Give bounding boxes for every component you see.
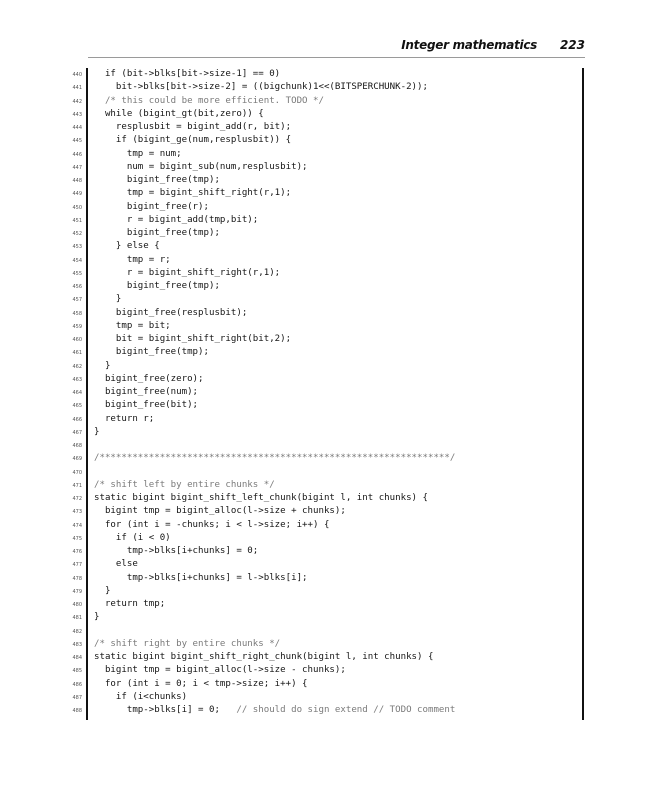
code-line bbox=[0, 664, 580, 677]
chapter-title: Integer mathematics bbox=[401, 38, 537, 52]
code-line bbox=[0, 161, 580, 174]
code-line bbox=[0, 452, 580, 465]
code-text bbox=[94, 678, 308, 691]
code-comment: /* shift left by entire chunks */ bbox=[94, 479, 275, 490]
line-number: 463 bbox=[72, 376, 82, 383]
code-statement: bigint_free(tmp); bbox=[94, 281, 220, 291]
line-number: 455 bbox=[72, 270, 82, 277]
line-number: 453 bbox=[72, 244, 82, 251]
code-line bbox=[0, 95, 580, 108]
line-number: 488 bbox=[72, 708, 82, 714]
code-statement bbox=[94, 96, 105, 106]
code-line bbox=[0, 413, 580, 426]
code-listing bbox=[0, 68, 649, 720]
code-line bbox=[0, 134, 580, 147]
page-number: 223 bbox=[559, 38, 585, 52]
code-text bbox=[94, 227, 220, 240]
line-number: 473 bbox=[72, 509, 82, 516]
line-number: 474 bbox=[72, 522, 82, 529]
code-line bbox=[0, 439, 580, 452]
code-statement: bigint_free(tmp); bbox=[94, 175, 220, 185]
line-number: 440 bbox=[72, 72, 82, 78]
line-number: 466 bbox=[72, 416, 82, 423]
code-line bbox=[0, 201, 580, 214]
code-text bbox=[94, 360, 110, 373]
line-number: 479 bbox=[72, 588, 82, 595]
header-rule bbox=[88, 57, 585, 58]
line-number: 469 bbox=[72, 456, 82, 463]
code-statement: bit = bigint_shift_right(bit,2); bbox=[94, 334, 292, 344]
line-number: 444 bbox=[72, 125, 82, 131]
code-text bbox=[94, 505, 346, 518]
code-statement: tmp->blks[i] = 0; bbox=[94, 705, 237, 715]
code-text bbox=[94, 148, 182, 161]
code-statement: } bbox=[94, 360, 111, 371]
code-text bbox=[94, 81, 428, 94]
line-number: 441 bbox=[72, 85, 82, 92]
code-text bbox=[94, 558, 138, 571]
line-number: 450 bbox=[72, 204, 82, 211]
code-statement: } bbox=[94, 426, 100, 437]
code-line bbox=[0, 492, 580, 505]
code-statement: tmp->blks[i+chunks] = l->blks[i]; bbox=[94, 572, 308, 583]
code-line bbox=[0, 426, 580, 439]
code-text bbox=[94, 704, 455, 717]
code-line bbox=[0, 280, 580, 293]
code-text bbox=[94, 254, 171, 267]
line-number: 443 bbox=[72, 111, 82, 118]
code-line bbox=[0, 240, 580, 253]
code-line bbox=[0, 68, 580, 81]
code-line bbox=[0, 307, 580, 320]
code-line bbox=[0, 346, 580, 359]
line-number: 446 bbox=[72, 151, 82, 158]
code-text bbox=[94, 293, 121, 306]
code-line bbox=[0, 267, 580, 280]
code-text bbox=[94, 492, 428, 505]
code-line bbox=[0, 399, 580, 412]
code-line bbox=[0, 174, 580, 187]
code-text bbox=[94, 691, 187, 704]
code-statement: r = bigint_add(tmp,bit); bbox=[94, 214, 259, 225]
code-statement: } bbox=[94, 612, 100, 623]
code-statement: r = bigint_shift_right(r,1); bbox=[94, 267, 281, 278]
code-text bbox=[94, 68, 280, 81]
code-text bbox=[94, 108, 264, 121]
line-number: 483 bbox=[72, 641, 82, 648]
line-number: 472 bbox=[72, 496, 82, 502]
code-text bbox=[94, 598, 165, 611]
code-line bbox=[0, 227, 580, 240]
code-text bbox=[94, 519, 329, 532]
code-statement: for (int i = -chunks; i < l->size; i++) { bbox=[94, 519, 330, 530]
code-right-bar bbox=[582, 68, 584, 720]
code-line bbox=[0, 333, 580, 346]
code-statement: resplusbit = bigint_add(r, bit); bbox=[94, 122, 292, 132]
code-line bbox=[0, 386, 580, 399]
line-number: 480 bbox=[72, 602, 82, 608]
line-number: 467 bbox=[72, 429, 82, 436]
code-text bbox=[94, 161, 308, 174]
line-number: 468 bbox=[72, 443, 82, 449]
code-line bbox=[0, 214, 580, 227]
code-statement: return r; bbox=[94, 413, 155, 424]
line-number: 464 bbox=[72, 390, 82, 396]
code-text bbox=[94, 651, 433, 664]
code-text bbox=[94, 240, 160, 253]
code-statement: tmp = bit; bbox=[94, 320, 171, 331]
line-number: 451 bbox=[72, 217, 82, 224]
code-statement: if (i<chunks) bbox=[94, 691, 188, 702]
code-statement: bigint_free(tmp); bbox=[94, 347, 209, 358]
code-statement: bigint tmp = bigint_alloc(l->size + chunks); bbox=[94, 506, 346, 517]
line-number: 484 bbox=[72, 655, 82, 661]
code-text bbox=[94, 399, 198, 412]
code-text bbox=[94, 638, 280, 651]
code-line bbox=[0, 108, 580, 121]
code-statement: bigint_free(r); bbox=[94, 201, 209, 212]
code-line bbox=[0, 320, 580, 333]
line-number: 481 bbox=[72, 615, 82, 622]
code-comment: /****************************************************************/ bbox=[94, 453, 456, 464]
code-statement: static bigint bigint_shift_right_chunk(bigint l, int chunks) { bbox=[94, 652, 434, 662]
line-number: 458 bbox=[72, 310, 82, 317]
code-statement: return tmp; bbox=[94, 599, 166, 609]
code-text bbox=[94, 320, 171, 333]
code-statement: } else { bbox=[94, 241, 160, 252]
code-text bbox=[94, 174, 220, 187]
code-line bbox=[0, 704, 580, 717]
line-number: 462 bbox=[72, 363, 82, 370]
code-line bbox=[0, 545, 580, 558]
code-line bbox=[0, 519, 580, 532]
code-line bbox=[0, 466, 580, 479]
line-number: 442 bbox=[72, 98, 82, 105]
code-line bbox=[0, 121, 580, 134]
line-number: 486 bbox=[72, 681, 82, 688]
code-line bbox=[0, 360, 580, 373]
line-number: 476 bbox=[72, 549, 82, 555]
code-line bbox=[0, 651, 580, 664]
line-number: 447 bbox=[72, 164, 82, 171]
code-text bbox=[94, 572, 308, 585]
code-statement: if (bigint_ge(num,resplusbit)) { bbox=[94, 135, 292, 146]
code-statement: } bbox=[94, 294, 122, 305]
line-number: 465 bbox=[72, 403, 82, 410]
code-text bbox=[94, 585, 110, 598]
code-text bbox=[94, 413, 154, 426]
line-number: 478 bbox=[72, 575, 82, 582]
line-number: 449 bbox=[72, 191, 82, 198]
line-number: 456 bbox=[72, 284, 82, 290]
line-number: 454 bbox=[72, 257, 82, 264]
code-line bbox=[0, 187, 580, 200]
code-text bbox=[94, 452, 455, 465]
code-line bbox=[0, 678, 580, 691]
code-statement: bigint_free(tmp); bbox=[94, 228, 220, 238]
code-statement: tmp = bigint_shift_right(r,1); bbox=[94, 188, 292, 199]
line-number: 471 bbox=[72, 482, 82, 489]
code-text bbox=[94, 545, 258, 558]
code-text bbox=[94, 346, 209, 359]
line-number: 448 bbox=[72, 178, 82, 184]
code-text bbox=[94, 121, 291, 134]
code-statement: bigint tmp = bigint_alloc(l->size - chunks); bbox=[94, 665, 346, 676]
code-line bbox=[0, 638, 580, 651]
code-comment: /* shift right by entire chunks */ bbox=[94, 638, 281, 649]
code-text bbox=[94, 386, 198, 399]
line-number: 461 bbox=[72, 350, 82, 357]
line-number: 485 bbox=[72, 668, 82, 675]
code-statement: bigint_free(bit); bbox=[94, 400, 199, 411]
code-comment: /* this could be more efficient. TODO */ bbox=[104, 95, 324, 106]
code-text bbox=[94, 95, 324, 108]
code-statement: static bigint bigint_shift_left_chunk(bigint l, int chunks) { bbox=[94, 493, 428, 503]
line-number: 482 bbox=[72, 628, 82, 635]
code-statement: if (bit->blks[bit->size-1] == 0) bbox=[94, 69, 281, 79]
code-text bbox=[94, 201, 209, 214]
code-statement: bigint_free(resplusbit); bbox=[94, 307, 248, 318]
code-text bbox=[94, 664, 346, 677]
code-text bbox=[94, 267, 280, 280]
code-line bbox=[0, 611, 580, 624]
code-statement: bigint_free(zero); bbox=[94, 373, 204, 384]
code-text bbox=[94, 134, 291, 147]
code-statement: tmp = num; bbox=[94, 148, 182, 159]
running-header bbox=[0, 38, 585, 58]
code-statement: num = bigint_sub(num,resplusbit); bbox=[94, 161, 308, 172]
code-line bbox=[0, 373, 580, 386]
code-statement: while (bigint_gt(bit,zero)) { bbox=[94, 108, 264, 119]
code-line bbox=[0, 81, 580, 94]
line-number: 452 bbox=[72, 231, 82, 237]
code-text bbox=[94, 426, 99, 439]
code-line bbox=[0, 532, 580, 545]
line-number: 470 bbox=[72, 469, 82, 476]
line-number: 445 bbox=[72, 138, 82, 145]
code-statement: tmp = r; bbox=[94, 254, 171, 265]
code-text bbox=[94, 187, 291, 200]
line-number: 460 bbox=[72, 337, 82, 343]
code-comment: // should do sign extend // TODO comment bbox=[236, 705, 456, 715]
line-number: 487 bbox=[72, 694, 82, 701]
code-text bbox=[94, 532, 171, 545]
code-statement: for (int i = 0; i < tmp->size; i++) { bbox=[94, 678, 308, 689]
code-text bbox=[94, 307, 247, 320]
code-line bbox=[0, 505, 580, 518]
code-statement: bigint_free(num); bbox=[94, 387, 199, 397]
code-line bbox=[0, 293, 580, 306]
code-text bbox=[94, 611, 99, 624]
code-line bbox=[0, 558, 580, 571]
code-statement: } bbox=[94, 585, 111, 596]
code-line bbox=[0, 572, 580, 585]
code-line bbox=[0, 585, 580, 598]
code-statement: else bbox=[94, 559, 138, 570]
code-line bbox=[0, 598, 580, 611]
code-line bbox=[0, 691, 580, 704]
code-text bbox=[94, 373, 204, 386]
code-line bbox=[0, 479, 580, 492]
code-statement: if (i < 0) bbox=[94, 532, 171, 543]
code-line bbox=[0, 148, 580, 161]
code-line bbox=[0, 625, 580, 638]
code-statement: tmp->blks[i+chunks] = 0; bbox=[94, 546, 259, 556]
code-text bbox=[94, 214, 258, 227]
line-number: 477 bbox=[72, 562, 82, 569]
code-text bbox=[94, 333, 291, 346]
code-text bbox=[94, 280, 220, 293]
line-number: 459 bbox=[72, 323, 82, 330]
line-number: 475 bbox=[72, 535, 82, 542]
code-text bbox=[94, 479, 275, 492]
code-line bbox=[0, 254, 580, 267]
line-number: 457 bbox=[72, 297, 82, 304]
code-statement: bit->blks[bit->size-2] = ((bigchunk)1<<(BITSPERCHUNK-2)); bbox=[94, 82, 428, 93]
